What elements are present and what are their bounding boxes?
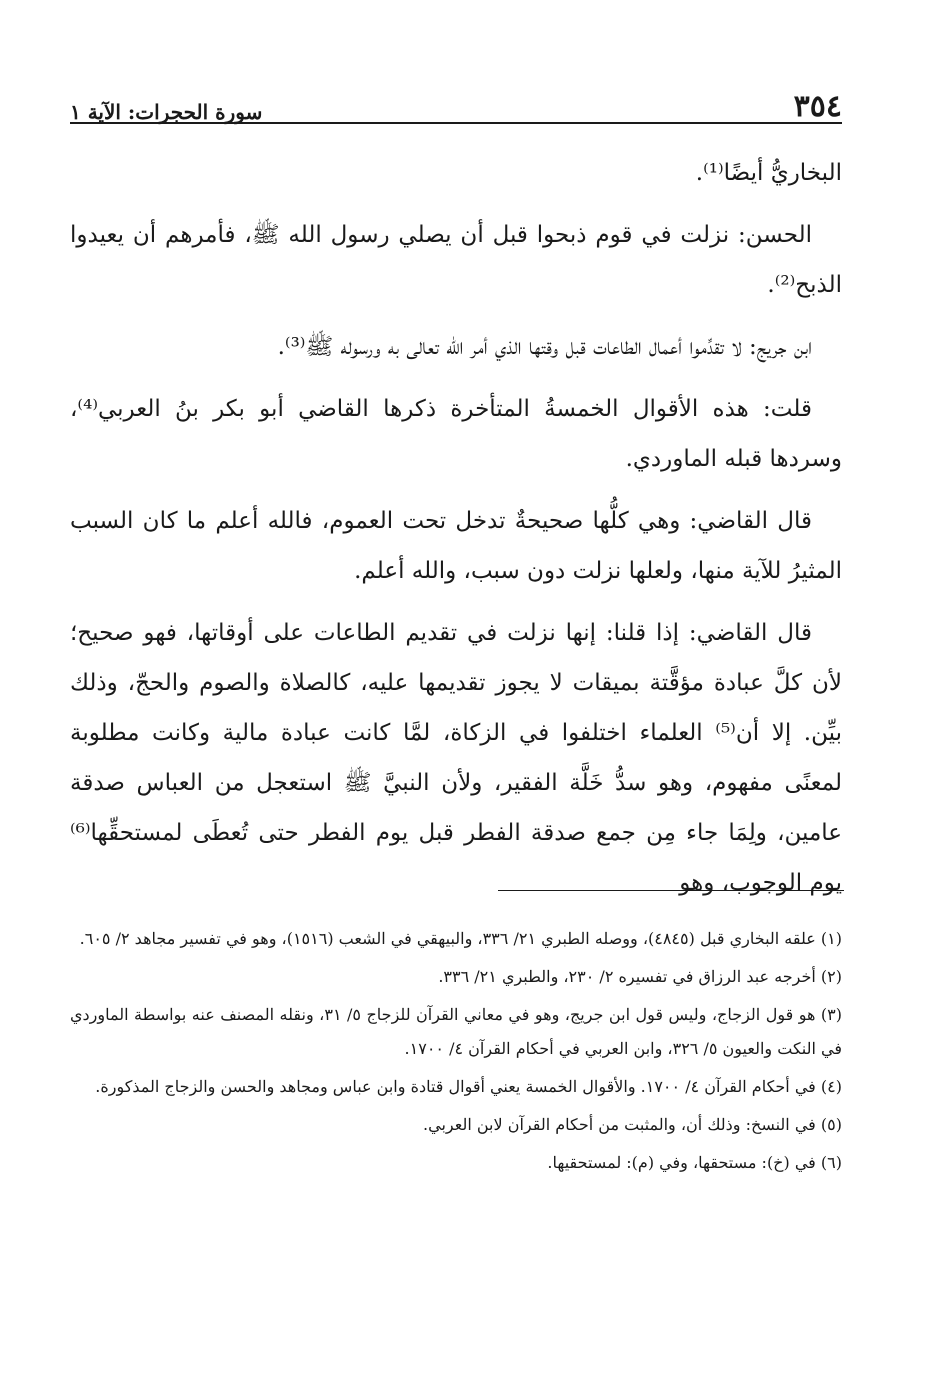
running-title: سورة الحجرات: الآية ١ [70,100,263,124]
footnote: (٦) في (خ): مستحقها، وفي (م): لمستحقيها. [547,1153,842,1172]
footnote-separator [498,890,844,891]
footnote: (٥) في النسخ: وذلك أن، والمثبت من أحكام القرآن لابن العربي. [423,1115,842,1134]
footnote: (٢) أخرجه عبد الرزاق في تفسيره ٢/ ٢٣٠، والطبري ٢١/ ٣٣٦. [438,967,842,986]
paragraph: قال القاضي: إذا قلنا: إنها نزلت في تقديم الطاعات على أوقاتها، فهو صحيح؛ لأن كلَّ عبادة مؤقَّتة بميقات لا يجوز تقديمها عليه، كالصلاة والصوم والحجّ، وذلك بيِّن. إلا أن⁽⁵⁾ العلماء اختلفوا في الزكاة، لمَّا كانت عبادة مالية وكانت مطلوبة لمعنًى مفهوم، وهو سدُّ خَلَّة الفقير، ولأن النبيَّ ﷺ استعجل من العباس صدقة عامين، ولِمَا جاء مِن جمع صدقة الفطر قبل يوم الفطر حتى تُعطَى لمستحقِّها⁽⁶⁾ يوم الوجوب، وهو [70,620,842,896]
header-rule [70,122,842,124]
paragraph: قلت: هذه الأقوال الخمسةُ المتأخرة ذكرها القاضي أبو بكر بنُ العربي⁽⁴⁾، وسردها قبله الماوردي. [70,396,842,472]
paragraph: البخاريُّ أيضًا⁽¹⁾. [695,160,842,186]
paragraph: الحسن: نزلت في قوم ذبحوا قبل أن يصلي رسول الله ﷺ، فأمرهم أن يعيدوا الذبح⁽²⁾. [70,222,842,298]
page-number: ٣٥٤ [793,89,842,124]
footnote: (٤) في أحكام القرآن ٤/ ١٧٠٠. والأقوال الخمسة يعني أقوال قتادة وابن عباس ومجاهد والحسن والزجاج المذكورة. [95,1077,842,1096]
paragraph: ابن جريج: لا تقدِّموا أعمال الطاعات قبل وقتها الذي أمر الله تعالى به ورسوله ﷺ⁽³⁾. [277,334,812,360]
footnote: (١) علقه البخاري قبل (٤٨٤٥)، ووصله الطبري ٢١/ ٣٣٦، والبيهقي في الشعب (١٥١٦)، وهو في تفسير مجاهد ٢/ ٦٠٥. [79,929,842,948]
page-header [70,78,842,122]
main-text [70,148,842,920]
footnotes [70,922,842,1184]
paragraph: قال القاضي: وهي كلُّها صحيحةٌ تدخل تحت العموم، فالله أعلم ما كان السبب المثيرُ للآية منها، ولعلها نزلت دون سبب، والله أعلم. [70,508,842,584]
footnote: (٣) هو قول الزجاج، وليس قول ابن جريج، وهو في معاني القرآن للزجاج ٥/ ٣١، ونقله المصنف عنه بواسطة الماوردي في النكت والعيون ٥/ ٣٢٦، وابن العربي في أحكام القرآن ٤/ ١٧٠٠. [70,1005,843,1058]
